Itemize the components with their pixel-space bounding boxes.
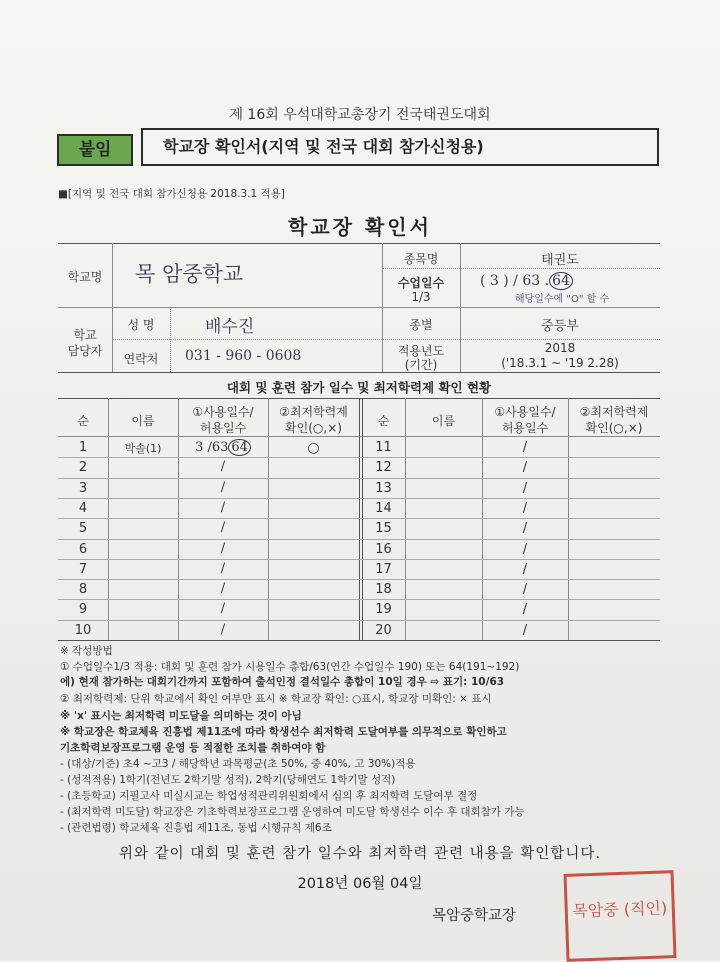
school-label: 학교명 [67,270,103,284]
header-days-right-2: 허용일수 [501,421,549,435]
days-label-ratio: 1/3 [411,290,431,304]
row-days: / [522,481,528,496]
row-number: 11 [375,440,392,455]
year-value: 2018 [544,341,576,355]
instruction-line: ※ 'x' 표시는 최저학력 미도달을 의미하는 것이 아님 [60,710,302,722]
header-name-left: 이름 [131,414,155,428]
row-days: / [220,601,226,616]
year-range: ('18.3.1 ~ '19 2.28) [501,356,619,370]
header-acad-right-2: 확인(○,×) [585,421,643,435]
date: 2018년 06월 04일 [297,876,423,892]
row-days: / [522,562,528,577]
principal: 목암중학교장 [432,908,517,924]
row-days: / [220,541,226,556]
sport-value: 태권도 [541,253,579,268]
confirm-text: 위와 같이 대회 및 훈련 참가 일수와 최저학력 관련 내용을 확인합니다. [119,846,601,862]
header-title: 학교장 확인서(지역 및 전국 대회 참가신청용) [141,128,659,166]
row-days: / [522,542,528,557]
instruction-line: ② 최저학력제: 단위 학교에서 확인 여부만 표시 ※ 학교장 확인: ○표시, 학교장 미확인: × 표시 [60,693,492,705]
row-days: / [220,622,226,637]
attachment-label: 붙임 [57,134,133,166]
header-days-left: ①사용일수/ [192,405,254,419]
row-days: / [220,520,226,535]
header-acad-left: ②최저학력제 [279,405,348,419]
section-title: 대회 및 훈련 참가 일수 및 최저학력제 확인 현황 [226,380,492,395]
document-title: 학교장 확인서 [288,215,432,239]
row-acad: ○ [307,440,320,456]
name-value: 배수진 [205,317,255,337]
header-days-right: ①사용일수/ [494,405,556,419]
header-acad-left-2: 확인(○,×) [285,421,342,435]
year-label: 적용년도 [397,344,445,358]
instruction-line: 기초학력보장프로그램 운영 등 적절한 조치를 취하여야 함 [60,742,326,754]
event-title: 제 16회 우석대학교총장기 전국태권도대회 [229,107,491,123]
row-number: 4 [78,501,88,516]
row-number: 19 [375,602,392,617]
header-days-left-2: 허용일수 [199,421,247,435]
row-number: 7 [78,562,88,577]
instruction-line: ※ 작성방법 [60,645,113,657]
name-label: 성 명 [127,318,155,332]
row-name: 박솔(1) [124,442,162,455]
instruction-line: ※ 학교장은 학교체육 진흥법 제11조에 따라 학생선수 최저학력 도달여부를 의무적으로 확인하고 [60,726,507,738]
row-number: 16 [375,542,392,557]
row-number: 13 [375,481,392,496]
row-number: 12 [375,460,392,475]
header-no-left: 순 [77,414,89,428]
row-number: 17 [375,562,392,577]
days-value: ( 3 ) / 63 . 64 [480,272,630,290]
form-note: ■[지역 및 전국 대회 참가신청용 2018.3.1 적용] [58,188,285,200]
row-days: / [522,602,528,617]
row-days: 3 /63 64 [178,439,268,456]
row-number: 2 [78,460,88,475]
row-days: / [220,561,226,576]
instruction-line: - (최저학력 미도달) 학교장은 기초학력보장프로그램 운영하여 미도달 학생선수 이수 후 대회참가 가능 [60,806,525,818]
days-hint: 해당일수에 "O" 할 수 [514,294,610,305]
row-number: 18 [375,582,392,597]
row-number: 20 [375,623,392,638]
row-days: / [522,521,528,536]
row-number: 14 [375,501,392,516]
row-days: / [522,460,528,475]
school-seal: 목암중 (직인) [563,870,676,962]
row-number: 8 [78,582,88,597]
row-number: 10 [74,623,92,638]
contact-label: 연락처 [123,352,159,366]
instruction-line: - (초등학교) 지필고사 미실시교는 학업성적관리위원회에서 심의 후 최저학력 도달여부 결정 [60,790,478,802]
row-number: 3 [78,481,88,496]
instruction-line: - (성적적용) 1학기(전년도 2학기말 성적), 2학기(당해연도 1학기말 성적) [60,774,396,786]
instruction-line: - (관련법령) 학교체육 진흥법 제11조, 동법 시행규칙 제6조 [60,822,332,834]
header-no-right: 순 [377,414,390,428]
row-days: / [220,500,226,515]
row-days: / [522,440,528,455]
category-value: 중등부 [541,319,579,334]
school-value: 목 암중학교 [135,262,244,286]
row-days: / [522,501,528,516]
row-days: / [522,623,528,638]
category-label: 종별 [409,318,433,332]
row-days: / [220,480,226,495]
instruction-line: ① 수업일수1/3 적용: 대회 및 훈련 참가 시용일수 총합/63(연간 수업일수 190) 또는 64(191~192) [60,661,520,673]
row-days-circled: 64 [228,439,251,456]
days-label: 수업일수 [397,276,445,290]
year-label-period: (기간) [404,358,438,372]
staff-label-1: 학교 [73,328,97,342]
row-number: 15 [375,521,392,536]
contact-value: 031 - 960 - 0608 [185,348,302,364]
row-number: 6 [78,542,88,557]
row-number: 9 [78,602,88,617]
instruction-line: - (대상/기준) 초4 ~고3 / 해당학년 과목평균(초 50%, 중 40%, 고 30%)적용 [60,758,416,770]
row-days: / [220,459,226,474]
staff-label-2: 담당자 [67,344,103,358]
header-name-right: 이름 [431,414,456,428]
row-number: 5 [78,521,88,536]
instruction-line: 에) 현재 참가하는 대회기간까지 포함하여 출석인정 결석일수 총합이 10일 경우 ⇨ 표기: 10/63 [60,676,505,688]
days-circled: 64 [549,272,573,290]
header-acad-right: ②최저학력제 [579,405,649,419]
row-days: / [220,581,226,596]
row-days: / [522,582,528,597]
row-number: 1 [78,440,88,455]
sport-label: 종목명 [403,252,439,266]
